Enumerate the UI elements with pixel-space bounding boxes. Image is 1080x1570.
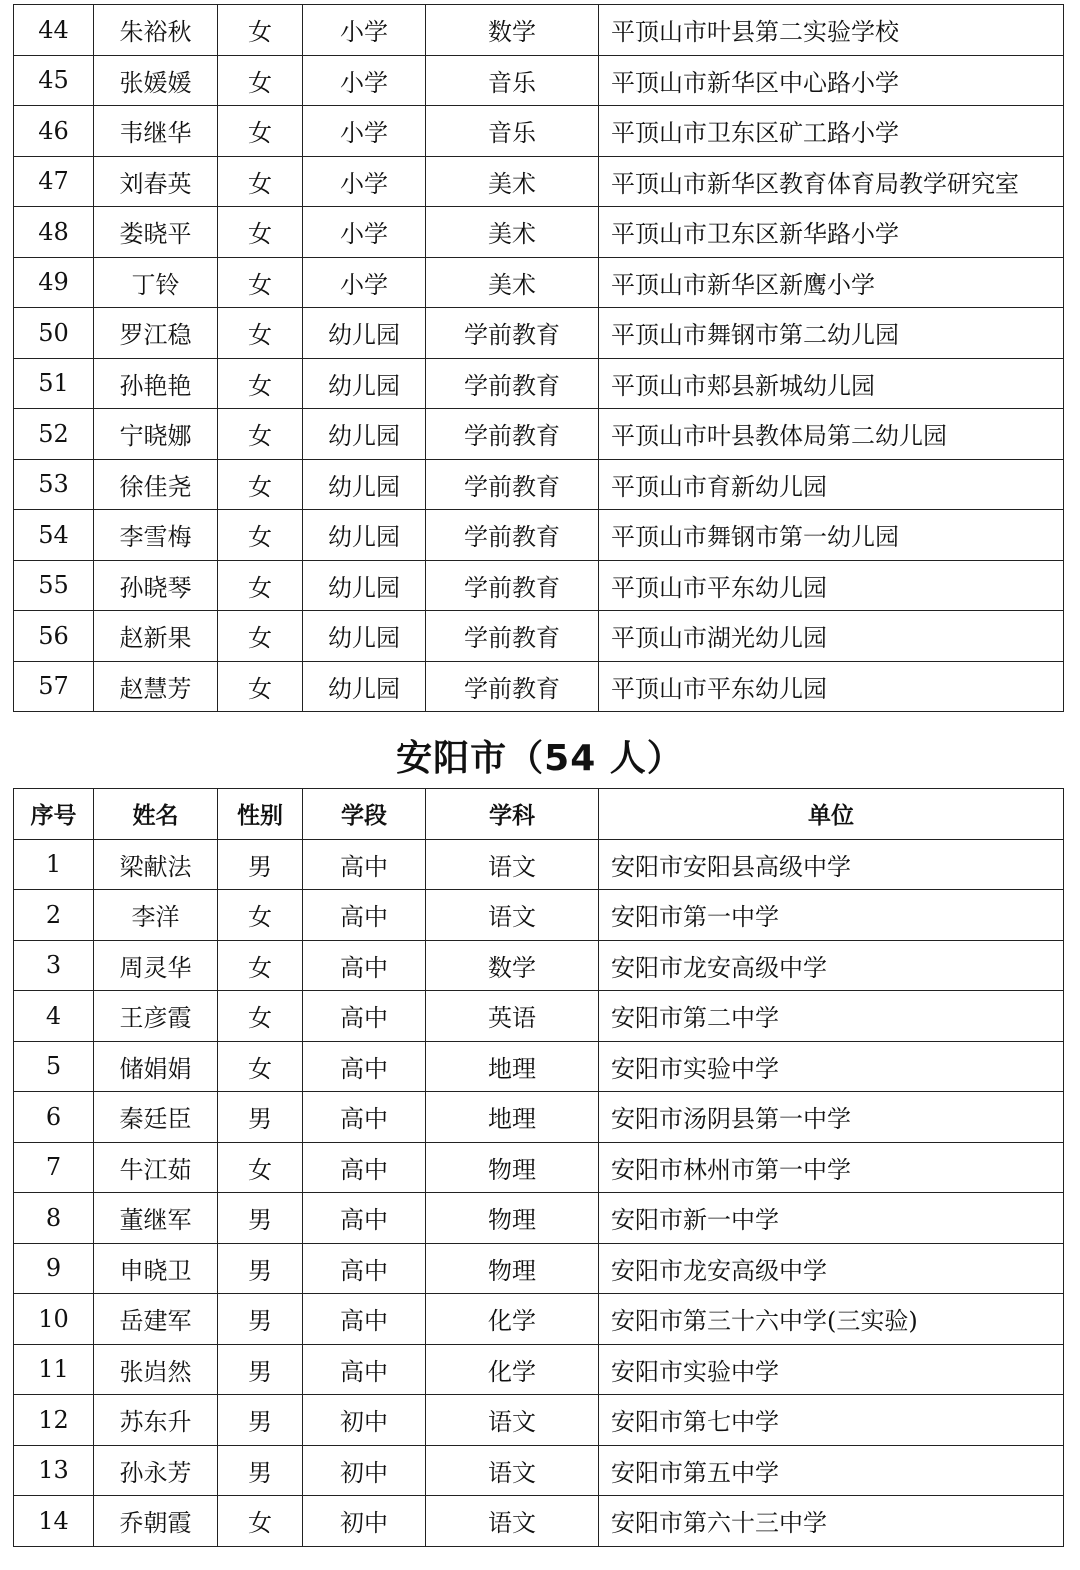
table-row xyxy=(14,358,1064,409)
cell-unit: 平顶山市卫东区新华路小学 xyxy=(599,207,1064,258)
anyang-table-body xyxy=(14,839,1064,1546)
cell-no: 57 xyxy=(14,661,94,712)
table-row xyxy=(14,207,1064,258)
cell-name: 张岿然 xyxy=(94,1344,218,1395)
cell-stage: 高中 xyxy=(303,940,426,991)
cell-subject: 学前教育 xyxy=(426,560,599,611)
cell-stage: 高中 xyxy=(303,1243,426,1294)
cell-name: 罗江稳 xyxy=(94,308,218,359)
cell-name: 王彦霞 xyxy=(94,991,218,1042)
cell-unit: 安阳市第六十三中学 xyxy=(599,1496,1064,1547)
cell-unit: 安阳市龙安高级中学 xyxy=(599,1243,1064,1294)
cell-stage: 幼儿园 xyxy=(303,661,426,712)
table-row xyxy=(14,1193,1064,1244)
cell-name: 储娟娟 xyxy=(94,1041,218,1092)
cell-gender: 女 xyxy=(218,1496,303,1547)
cell-gender: 女 xyxy=(218,308,303,359)
cell-unit: 安阳市新一中学 xyxy=(599,1193,1064,1244)
cell-name: 牛江茹 xyxy=(94,1142,218,1193)
table-row xyxy=(14,1142,1064,1193)
cell-subject: 语文 xyxy=(426,1496,599,1547)
cell-unit: 平顶山市育新幼儿园 xyxy=(599,459,1064,510)
cell-subject: 语文 xyxy=(426,1445,599,1496)
cell-gender: 女 xyxy=(218,1041,303,1092)
cell-name: 娄晓平 xyxy=(94,207,218,258)
cell-subject: 美术 xyxy=(426,207,599,258)
cell-subject: 学前教育 xyxy=(426,611,599,662)
table-row xyxy=(14,1092,1064,1143)
cell-stage: 幼儿园 xyxy=(303,358,426,409)
table-row xyxy=(14,1294,1064,1345)
cell-no: 7 xyxy=(14,1142,94,1193)
cell-gender: 男 xyxy=(218,1395,303,1446)
table-row xyxy=(14,991,1064,1042)
table-row xyxy=(14,1445,1064,1496)
cell-gender: 女 xyxy=(218,156,303,207)
cell-subject: 数学 xyxy=(426,940,599,991)
section-title-anyang: 安阳市（54 人） xyxy=(396,738,684,779)
cell-no: 1 xyxy=(14,839,94,890)
cell-stage: 幼儿园 xyxy=(303,611,426,662)
cell-name: 李洋 xyxy=(94,890,218,941)
cell-stage: 高中 xyxy=(303,1142,426,1193)
cell-subject: 音乐 xyxy=(426,106,599,157)
cell-subject: 美术 xyxy=(426,257,599,308)
table-row xyxy=(14,940,1064,991)
cell-subject: 学前教育 xyxy=(426,308,599,359)
cell-gender: 女 xyxy=(218,409,303,460)
cell-name: 宁晓娜 xyxy=(94,409,218,460)
cell-unit: 安阳市第二中学 xyxy=(599,991,1064,1042)
cell-gender: 女 xyxy=(218,991,303,1042)
cell-name: 秦廷臣 xyxy=(94,1092,218,1143)
cell-no: 55 xyxy=(14,560,94,611)
cell-gender: 男 xyxy=(218,1445,303,1496)
cell-unit: 平顶山市新华区中心路小学 xyxy=(599,55,1064,106)
cell-no: 11 xyxy=(14,1344,94,1395)
cell-no: 49 xyxy=(14,257,94,308)
cell-name: 朱裕秋 xyxy=(94,5,218,56)
table-row xyxy=(14,156,1064,207)
cell-unit: 安阳市第五中学 xyxy=(599,1445,1064,1496)
cell-subject: 物理 xyxy=(426,1193,599,1244)
table-row xyxy=(14,409,1064,460)
cell-unit: 平顶山市叶县教体局第二幼儿园 xyxy=(599,409,1064,460)
cell-subject: 地理 xyxy=(426,1092,599,1143)
cell-no: 48 xyxy=(14,207,94,258)
cell-no: 12 xyxy=(14,1395,94,1446)
cell-unit: 安阳市安阳县高级中学 xyxy=(599,839,1064,890)
cell-name: 孙晓琴 xyxy=(94,560,218,611)
cell-subject: 音乐 xyxy=(426,55,599,106)
table-row xyxy=(14,839,1064,890)
cell-subject: 英语 xyxy=(426,991,599,1042)
cell-stage: 高中 xyxy=(303,890,426,941)
table-row xyxy=(14,1344,1064,1395)
cell-name: 张媛媛 xyxy=(94,55,218,106)
cell-subject: 语文 xyxy=(426,1395,599,1446)
cell-unit: 平顶山市平东幼儿园 xyxy=(599,661,1064,712)
cell-no: 6 xyxy=(14,1092,94,1143)
cell-no: 8 xyxy=(14,1193,94,1244)
anyang-table xyxy=(13,788,1064,1547)
cell-gender: 女 xyxy=(218,940,303,991)
cell-unit: 平顶山市平东幼儿园 xyxy=(599,560,1064,611)
cell-name: 岳建军 xyxy=(94,1294,218,1345)
cell-stage: 初中 xyxy=(303,1395,426,1446)
cell-stage: 小学 xyxy=(303,207,426,258)
cell-subject: 学前教育 xyxy=(426,459,599,510)
cell-no: 4 xyxy=(14,991,94,1042)
cell-no: 10 xyxy=(14,1294,94,1345)
cell-subject: 物理 xyxy=(426,1142,599,1193)
cell-no: 47 xyxy=(14,156,94,207)
table-row xyxy=(14,1041,1064,1092)
table-row xyxy=(14,661,1064,712)
cell-stage: 幼儿园 xyxy=(303,409,426,460)
cell-no: 14 xyxy=(14,1496,94,1547)
cell-name: 赵慧芳 xyxy=(94,661,218,712)
cell-stage: 高中 xyxy=(303,1193,426,1244)
cell-unit: 平顶山市湖光幼儿园 xyxy=(599,611,1064,662)
cell-name: 梁献法 xyxy=(94,839,218,890)
table-row xyxy=(14,1395,1064,1446)
cell-stage: 高中 xyxy=(303,991,426,1042)
cell-unit: 安阳市实验中学 xyxy=(599,1344,1064,1395)
table-header-row xyxy=(14,789,1064,840)
cell-subject: 化学 xyxy=(426,1344,599,1395)
cell-no: 52 xyxy=(14,409,94,460)
cell-stage: 小学 xyxy=(303,5,426,56)
cell-unit: 平顶山市卫东区矿工路小学 xyxy=(599,106,1064,157)
header-unit: 单位 xyxy=(599,789,1064,840)
cell-gender: 男 xyxy=(218,1294,303,1345)
cell-stage: 幼儿园 xyxy=(303,560,426,611)
cell-name: 韦继华 xyxy=(94,106,218,157)
cell-gender: 女 xyxy=(218,459,303,510)
cell-subject: 语文 xyxy=(426,890,599,941)
table-row xyxy=(14,890,1064,941)
cell-name: 刘春英 xyxy=(94,156,218,207)
cell-name: 乔朝霞 xyxy=(94,1496,218,1547)
cell-gender: 女 xyxy=(218,358,303,409)
cell-unit: 安阳市龙安高级中学 xyxy=(599,940,1064,991)
cell-stage: 小学 xyxy=(303,106,426,157)
cell-no: 44 xyxy=(14,5,94,56)
cell-unit: 平顶山市新华区新鹰小学 xyxy=(599,257,1064,308)
cell-gender: 男 xyxy=(218,1344,303,1395)
header-subject: 学科 xyxy=(426,789,599,840)
cell-no: 56 xyxy=(14,611,94,662)
cell-gender: 男 xyxy=(218,1193,303,1244)
cell-stage: 初中 xyxy=(303,1445,426,1496)
table-row xyxy=(14,308,1064,359)
table-row xyxy=(14,1243,1064,1294)
cell-no: 51 xyxy=(14,358,94,409)
cell-stage: 小学 xyxy=(303,55,426,106)
cell-unit: 平顶山市舞钢市第二幼儿园 xyxy=(599,308,1064,359)
cell-name: 赵新果 xyxy=(94,611,218,662)
cell-stage: 高中 xyxy=(303,1041,426,1092)
cell-subject: 语文 xyxy=(426,839,599,890)
cell-gender: 女 xyxy=(218,611,303,662)
cell-unit: 平顶山市郏县新城幼儿园 xyxy=(599,358,1064,409)
cell-stage: 小学 xyxy=(303,156,426,207)
cell-name: 李雪梅 xyxy=(94,510,218,561)
cell-no: 5 xyxy=(14,1041,94,1092)
cell-name: 苏东升 xyxy=(94,1395,218,1446)
cell-subject: 学前教育 xyxy=(426,661,599,712)
header-stage: 学段 xyxy=(303,789,426,840)
cell-name: 孙永芳 xyxy=(94,1445,218,1496)
cell-stage: 高中 xyxy=(303,1294,426,1345)
cell-gender: 女 xyxy=(218,510,303,561)
header-no: 序号 xyxy=(14,789,94,840)
cell-gender: 女 xyxy=(218,661,303,712)
table-row xyxy=(14,560,1064,611)
cell-gender: 女 xyxy=(218,890,303,941)
cell-stage: 高中 xyxy=(303,1344,426,1395)
cell-subject: 学前教育 xyxy=(426,510,599,561)
cell-gender: 女 xyxy=(218,207,303,258)
cell-subject: 数学 xyxy=(426,5,599,56)
table-row xyxy=(14,611,1064,662)
cell-unit: 安阳市实验中学 xyxy=(599,1041,1064,1092)
cell-name: 孙艳艳 xyxy=(94,358,218,409)
cell-no: 54 xyxy=(14,510,94,561)
cell-subject: 物理 xyxy=(426,1243,599,1294)
cell-gender: 女 xyxy=(218,106,303,157)
cell-gender: 男 xyxy=(218,1092,303,1143)
cell-no: 45 xyxy=(14,55,94,106)
cell-gender: 男 xyxy=(218,1243,303,1294)
cell-subject: 美术 xyxy=(426,156,599,207)
cell-name: 周灵华 xyxy=(94,940,218,991)
cell-name: 申晓卫 xyxy=(94,1243,218,1294)
cell-gender: 女 xyxy=(218,5,303,56)
cell-gender: 男 xyxy=(218,839,303,890)
pingdingshan-table xyxy=(13,4,1064,712)
cell-unit: 安阳市汤阴县第一中学 xyxy=(599,1092,1064,1143)
cell-no: 50 xyxy=(14,308,94,359)
cell-subject: 学前教育 xyxy=(426,409,599,460)
cell-stage: 高中 xyxy=(303,1092,426,1143)
cell-unit: 安阳市林州市第一中学 xyxy=(599,1142,1064,1193)
cell-gender: 女 xyxy=(218,560,303,611)
cell-unit: 安阳市第一中学 xyxy=(599,890,1064,941)
cell-stage: 初中 xyxy=(303,1496,426,1547)
header-gender: 性别 xyxy=(218,789,303,840)
cell-stage: 幼儿园 xyxy=(303,308,426,359)
table-row xyxy=(14,459,1064,510)
cell-unit: 平顶山市舞钢市第一幼儿园 xyxy=(599,510,1064,561)
cell-subject: 化学 xyxy=(426,1294,599,1345)
cell-no: 9 xyxy=(14,1243,94,1294)
cell-unit: 平顶山市叶县第二实验学校 xyxy=(599,5,1064,56)
cell-stage: 幼儿园 xyxy=(303,459,426,510)
cell-gender: 女 xyxy=(218,1142,303,1193)
cell-stage: 幼儿园 xyxy=(303,510,426,561)
table-row xyxy=(14,257,1064,308)
cell-unit: 平顶山市新华区教育体育局教学研究室 xyxy=(599,156,1064,207)
pingdingshan-table-body xyxy=(14,5,1064,712)
cell-gender: 女 xyxy=(218,55,303,106)
cell-stage: 高中 xyxy=(303,839,426,890)
cell-gender: 女 xyxy=(218,257,303,308)
header-name: 姓名 xyxy=(94,789,218,840)
cell-stage: 小学 xyxy=(303,257,426,308)
table-row xyxy=(14,1496,1064,1547)
cell-no: 46 xyxy=(14,106,94,157)
cell-subject: 地理 xyxy=(426,1041,599,1092)
cell-name: 徐佳尧 xyxy=(94,459,218,510)
cell-subject: 学前教育 xyxy=(426,358,599,409)
cell-name: 董继军 xyxy=(94,1193,218,1244)
cell-no: 3 xyxy=(14,940,94,991)
cell-unit: 安阳市第七中学 xyxy=(599,1395,1064,1446)
cell-unit: 安阳市第三十六中学(三实验) xyxy=(599,1294,1064,1345)
table-row xyxy=(14,510,1064,561)
table-row xyxy=(14,5,1064,56)
cell-no: 53 xyxy=(14,459,94,510)
table-row xyxy=(14,106,1064,157)
cell-name: 丁铃 xyxy=(94,257,218,308)
cell-no: 13 xyxy=(14,1445,94,1496)
cell-no: 2 xyxy=(14,890,94,941)
table-row xyxy=(14,55,1064,106)
